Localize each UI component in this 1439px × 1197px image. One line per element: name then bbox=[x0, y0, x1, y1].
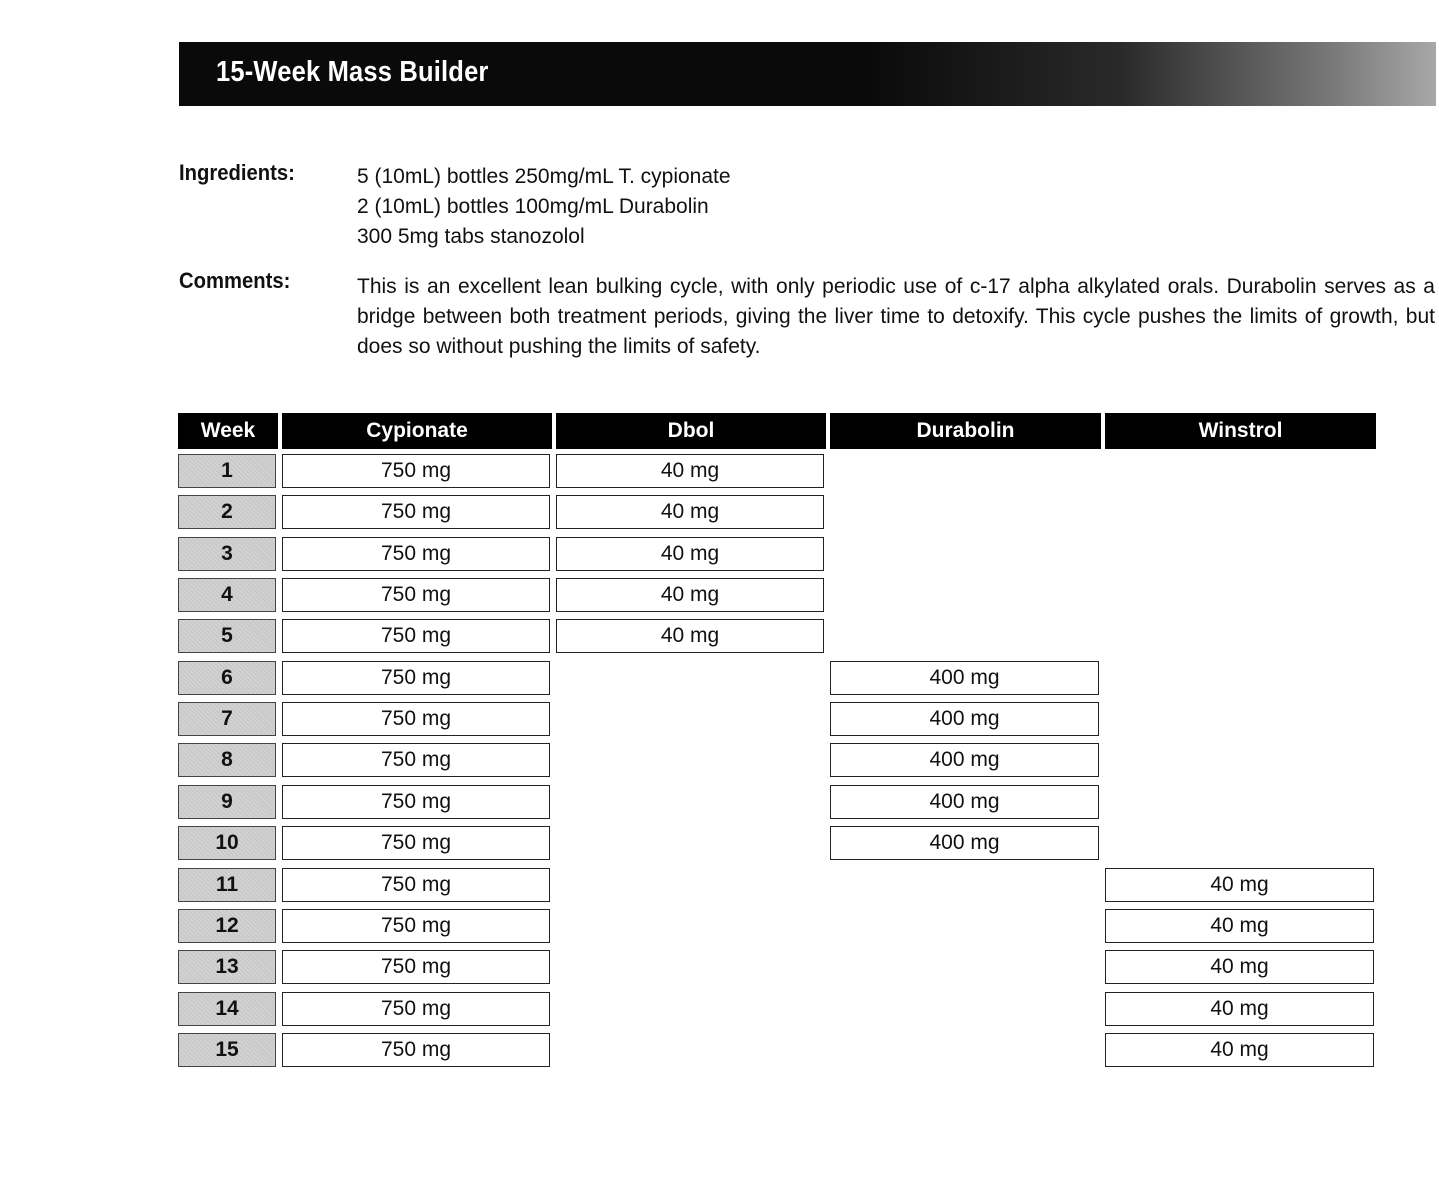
dbol-dose-cell: 40 mg bbox=[556, 537, 824, 571]
cypionate-dose-cell: 750 mg bbox=[282, 619, 550, 653]
dbol-dose-cell: 40 mg bbox=[556, 495, 824, 529]
cypionate-dose-cell: 750 mg bbox=[282, 537, 550, 571]
dbol-dose-cell: 40 mg bbox=[556, 619, 824, 653]
week-number-cell: 11 bbox=[178, 868, 276, 902]
winstrol-dose-cell: 40 mg bbox=[1105, 868, 1374, 902]
ingredient-item: 2 (10mL) bottles 100mg/mL Durabolin bbox=[357, 195, 709, 218]
winstrol-dose-cell: 40 mg bbox=[1105, 950, 1374, 984]
week-number-cell: 10 bbox=[178, 826, 276, 860]
winstrol-dose-cell: 40 mg bbox=[1105, 909, 1374, 943]
week-number-cell: 12 bbox=[178, 909, 276, 943]
week-number-cell: 2 bbox=[178, 495, 276, 529]
week-number-cell: 3 bbox=[178, 537, 276, 571]
cypionate-dose-cell: 750 mg bbox=[282, 578, 550, 612]
cypionate-dose-cell: 750 mg bbox=[282, 454, 550, 488]
cypionate-dose-cell: 750 mg bbox=[282, 868, 550, 902]
cypionate-dose-cell: 750 mg bbox=[282, 661, 550, 695]
comments-label: Comments: bbox=[179, 268, 291, 293]
column-header-cypionate: Cypionate bbox=[282, 413, 552, 449]
column-header-winstrol: Winstrol bbox=[1105, 413, 1376, 449]
week-number-cell: 4 bbox=[178, 578, 276, 612]
week-number-cell: 13 bbox=[178, 950, 276, 984]
ingredient-item: 300 5mg tabs stanozolol bbox=[357, 225, 585, 248]
cypionate-dose-cell: 750 mg bbox=[282, 950, 550, 984]
column-header-dbol: Dbol bbox=[556, 413, 826, 449]
ingredients-label: Ingredients: bbox=[179, 160, 295, 185]
week-number-cell: 9 bbox=[178, 785, 276, 819]
cypionate-dose-cell: 750 mg bbox=[282, 495, 550, 529]
week-number-cell: 14 bbox=[178, 992, 276, 1026]
comments-text: This is an excellent lean bulking cycle, with only periodic use of c-17 alpha alkylated orals. Durabolin serves as a bridge between both treatment periods, giving the liver time to detoxify. This cycle pushes the limits of growth, but does so without pushing the limits of safety. bbox=[357, 275, 1435, 358]
durabolin-dose-cell: 400 mg bbox=[830, 785, 1099, 819]
week-number-cell: 6 bbox=[178, 661, 276, 695]
ingredient-item: 5 (10mL) bottles 250mg/mL T. cypionate bbox=[357, 165, 731, 188]
durabolin-dose-cell: 400 mg bbox=[830, 702, 1099, 736]
dbol-dose-cell: 40 mg bbox=[556, 454, 824, 488]
week-number-cell: 5 bbox=[178, 619, 276, 653]
dbol-dose-cell: 40 mg bbox=[556, 578, 824, 612]
cypionate-dose-cell: 750 mg bbox=[282, 785, 550, 819]
cypionate-dose-cell: 750 mg bbox=[282, 1033, 550, 1067]
week-number-cell: 7 bbox=[178, 702, 276, 736]
week-number-cell: 15 bbox=[178, 1033, 276, 1067]
column-header-durabolin: Durabolin bbox=[830, 413, 1101, 449]
winstrol-dose-cell: 40 mg bbox=[1105, 1033, 1374, 1067]
cypionate-dose-cell: 750 mg bbox=[282, 743, 550, 777]
cypionate-dose-cell: 750 mg bbox=[282, 992, 550, 1026]
durabolin-dose-cell: 400 mg bbox=[830, 826, 1099, 860]
durabolin-dose-cell: 400 mg bbox=[830, 661, 1099, 695]
week-number-cell: 8 bbox=[178, 743, 276, 777]
page-title: 15-Week Mass Builder bbox=[216, 56, 489, 88]
column-header-week: Week bbox=[178, 413, 278, 449]
durabolin-dose-cell: 400 mg bbox=[830, 743, 1099, 777]
week-number-cell: 1 bbox=[178, 454, 276, 488]
winstrol-dose-cell: 40 mg bbox=[1105, 992, 1374, 1026]
cypionate-dose-cell: 750 mg bbox=[282, 909, 550, 943]
cypionate-dose-cell: 750 mg bbox=[282, 826, 550, 860]
cypionate-dose-cell: 750 mg bbox=[282, 702, 550, 736]
